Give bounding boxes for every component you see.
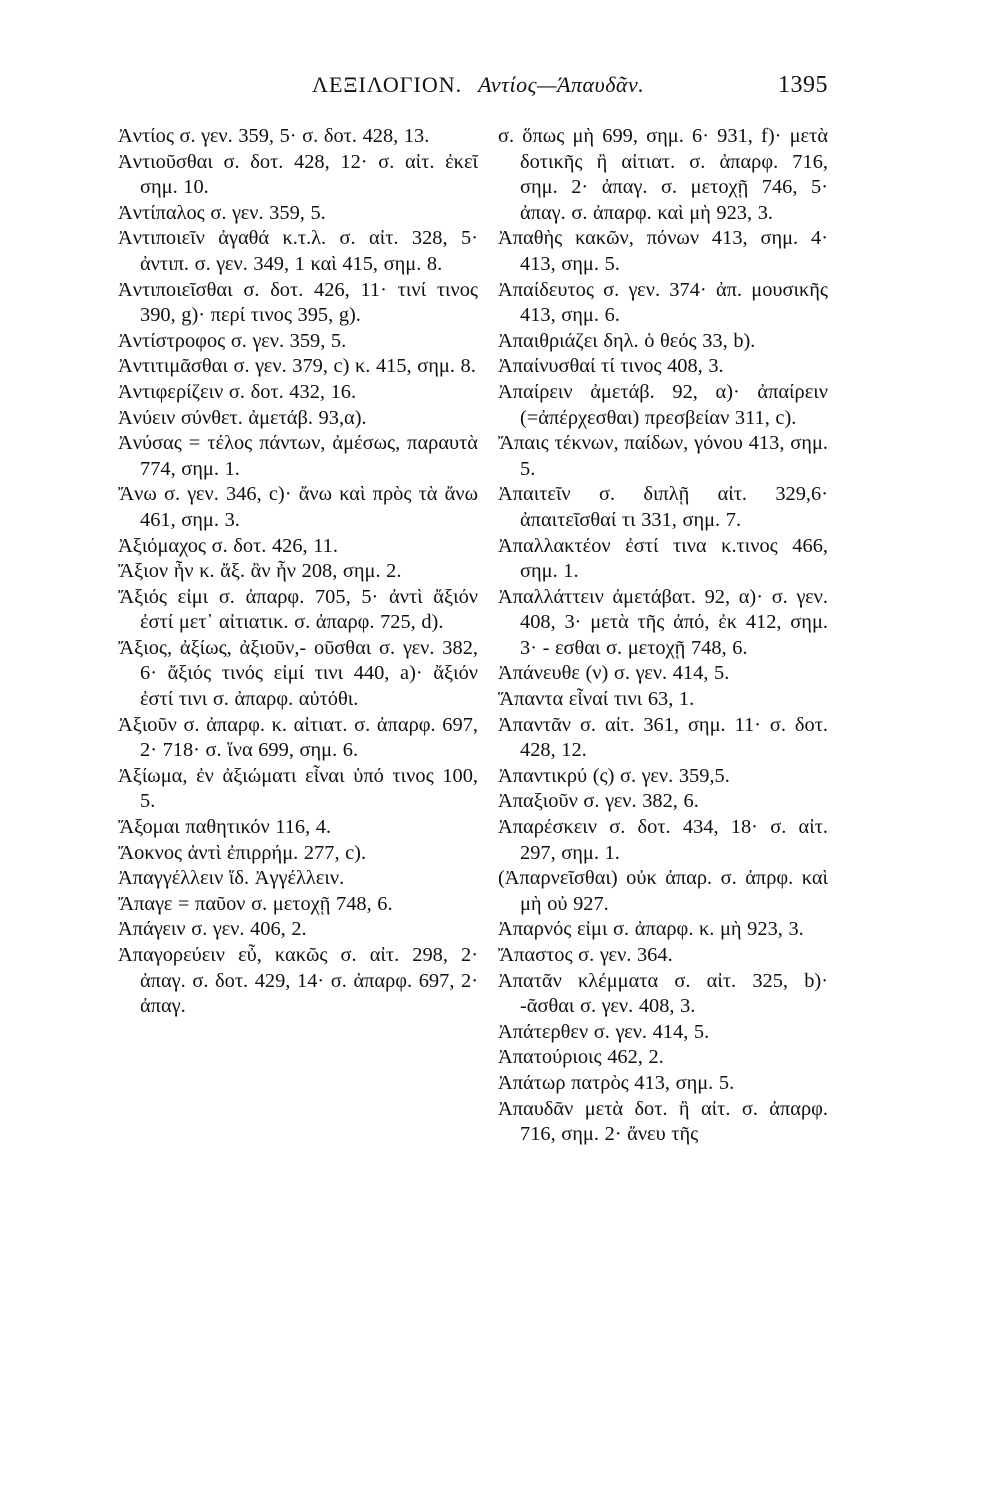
dictionary-entry: Ἀντιποιεῖν ἀγαθά κ.τ.λ. σ. αἰτ. 328, 5· ἀντιπ. σ. γεν. 349, 1 καὶ 415, σημ. 8.: [118, 227, 478, 275]
dictionary-entry: Ἀπατᾶν κλέμματα σ. αἰτ. 325, b)· -ᾶσθαι σ. γεν. 408, 3.: [498, 969, 828, 1018]
dictionary-entry: Ἄξομαι παθητικόν 116, 4.: [118, 816, 332, 839]
dictionary-entry: Ἄξιος, ἀξίως, ἀξιοῦν,- οῦσθαι σ. γεν. 382, 6· ἄξιός τινός εἰμί τινι 440, a)· ἄξιόν ἐστί τινι σ. ἀπαρφ. αὐτόθι.: [118, 636, 478, 711]
dictionary-entry: Ἀπαλλακτέον ἐστί τινα κ.τινος 466, σημ. 1.: [498, 534, 828, 583]
dictionary-entry: Ἀπαίρειν ἀμετάβ. 92, α)· ἀπαίρειν (=ἀπέρχεσθαι) πρεσβείαν 311, c).: [498, 380, 828, 429]
dictionary-entry: Ἀντίπαλος σ. γεν. 359, 5.: [118, 201, 326, 224]
dictionary-entry: Ἀνύσας = τέλος πάντων, ἀμέσως, παραυτὰ 774, σημ. 1.: [118, 432, 478, 480]
dictionary-entry: Ἀντιοῦσθαι σ. δοτ. 428, 12· σ. αἰτ. ἐκεῖ σημ. 10.: [118, 150, 478, 199]
dictionary-entry: Ἀπάτωρ πατρὸς 413, σημ. 5.: [498, 1071, 735, 1094]
dictionary-entry: Ἀπαντικρύ (ς) σ. γεν. 359,5.: [498, 764, 730, 787]
dictionary-entry: Ἀξίωμα, ἐν ἀξιώματι εἶναι ὑπό τινος 100, 5.: [118, 764, 478, 813]
dictionary-entry: Ἀξιοῦν σ. ἀπαρφ. κ. αἰτιατ. σ. ἀπαρφ. 697, 2· 718· σ. ἵνα 699, σημ. 6.: [118, 713, 478, 762]
dictionary-entry: Ἀπαιθριάζει δηλ. ὁ θεός 33, b).: [498, 329, 756, 352]
dictionary-entry: Ἀπάνευθε (ν) σ. γεν. 414, 5.: [498, 662, 730, 685]
dictionary-entry: Ἄπαις τέκνων, παίδων, γόνου 413, σημ. 5.: [498, 432, 828, 480]
dictionary-entry: Ἀπαρέσκειν σ. δοτ. 434, 18· σ. αἰτ. 297, σημ. 1.: [498, 816, 828, 864]
dictionary-entry: Ἄοκνος ἀντὶ ἐπιρρήμ. 277, c).: [118, 841, 367, 864]
dictionary-entry: Ἄπαστος σ. γεν. 364.: [498, 944, 673, 966]
dictionary-entry: Ἀντίος σ. γεν. 359, 5· σ. δοτ. 428, 13.: [118, 125, 430, 147]
dictionary-entry: Ἀντιποιεῖσθαι σ. δοτ. 426, 11· τινί τινος 390, g)· περί τινος 395, g).: [118, 278, 478, 327]
dictionary-entry: σ. ὅπως μὴ 699, σημ. 6· 931, f)· μετὰ δοτικῆς ἢ αἰτιατ. σ. ἀπαρφ. 716, σημ. 2· ἀπαγ. σ. μετοχῇ 746, 5· ἀπαγ. σ. ἀπαρφ. καὶ μὴ 923, 3.: [498, 125, 828, 224]
header-left: [118, 72, 644, 98]
lexicon-title: ΛΕΞΙΛΟΓΙΟΝ.: [312, 72, 463, 97]
dictionary-entry: Ἀπαρνός εἰμι σ. ἀπαρφ. κ. μὴ 923, 3.: [498, 918, 804, 941]
dictionary-entry: Ἄνω σ. γεν. 346, c)· ἄνω καὶ πρὸς τὰ ἄνω 461, σημ. 3.: [118, 483, 478, 531]
running-head: [118, 72, 828, 106]
dictionary-entry: Ἀπαίνυσθαί τί τινος 408, 3.: [498, 355, 724, 378]
dictionary-entry: Ἀπατούριοις 462, 2.: [498, 1046, 664, 1069]
dictionary-entry: Ἀπαντᾶν σ. αἰτ. 361, σημ. 11· σ. δοτ. 428, 12.: [498, 713, 828, 762]
dictionary-entry: Ἀπάγειν σ. γεν. 406, 2.: [118, 918, 307, 941]
dictionary-entry: (Ἀπαρνεῖσθαι) οὐκ ἀπαρ. σ. ἀπρφ. καὶ μὴ οὐ 927.: [498, 867, 828, 915]
dictionary-entry: Ἀπαιτεῖν σ. διπλῇ αἰτ. 329,6· ἀπαιτεῖσθαί τι 331, σημ. 7.: [498, 483, 828, 531]
left-column: [118, 124, 478, 1020]
dictionary-entry: Ἀπαγορεύειν εὖ, κακῶς σ. αἰτ. 298, 2· ἀπαγ. σ. δοτ. 429, 14· σ. ἀπαρφ. 697, 2· ἀπαγ.: [118, 944, 478, 1018]
dictionary-entry: Ἀπαίδευτος σ. γεν. 374· ἀπ. μουσικῆς 413, σημ. 6.: [498, 278, 828, 327]
entry-range: Αντίος—Άπαυδᾶν.: [478, 72, 645, 97]
page-number: 1395: [778, 72, 828, 98]
dictionary-entry: Ἄπαγε = παῦον σ. μετοχῇ 748, 6.: [118, 892, 393, 915]
dictionary-entry: Ἄξιον ἦν κ. ἄξ. ἂν ἦν 208, σημ. 2.: [118, 560, 402, 583]
dictionary-entry: Ἀπαθὴς κακῶν, πόνων 413, σημ. 4· 413, σημ. 5.: [498, 227, 828, 275]
dictionary-entry: Ἀντίστροφος σ. γεν. 359, 5.: [118, 329, 347, 352]
dictionary-entry: Ἀπαγγέλλειν ἴδ. Ἀγγέλλειν.: [118, 867, 345, 890]
dictionary-entry: Ἀνύειν σύνθετ. ἀμετάβ. 93,α).: [118, 406, 367, 429]
right-column: [498, 124, 828, 1148]
dictionary-entry: Ἀπάτερθεν σ. γεν. 414, 5.: [498, 1020, 710, 1043]
dictionary-entry: Ἀντιφερίζειν σ. δοτ. 432, 16.: [118, 380, 357, 403]
dictionary-entry: Ἀπαυδᾶν μετὰ δοτ. ἢ αἰτ. σ. ἀπαρφ. 716, σημ. 2· ἄνευ τῆς: [498, 1097, 828, 1146]
dictionary-entry: Ἀξιόμαχος σ. δοτ. 426, 11.: [118, 534, 338, 557]
dictionary-entry: Ἀντιτιμᾶσθαι σ. γεν. 379, c) κ. 415, σημ. 8.: [118, 355, 476, 378]
dictionary-entry: Ἄξιός εἰμι σ. ἀπαρφ. 705, 5· ἀντὶ ἄξιόν ἐστί μετ᾽ αἰτιατικ. σ. ἀπαρφ. 725, d).: [118, 585, 478, 634]
dictionary-entry: Ἅπαντα εἶναί τινι 63, 1.: [498, 688, 695, 711]
dictionary-entry: Ἀπαξιοῦν σ. γεν. 382, 6.: [498, 790, 699, 813]
dictionary-entry: Ἀπαλλάττειν ἀμετάβατ. 92, α)· σ. γεν. 408, 3· μετὰ τῆς ἀπό, ἐκ 412, σημ. 3· - εσθαι σ. μετοχῇ 748, 6.: [498, 585, 828, 659]
